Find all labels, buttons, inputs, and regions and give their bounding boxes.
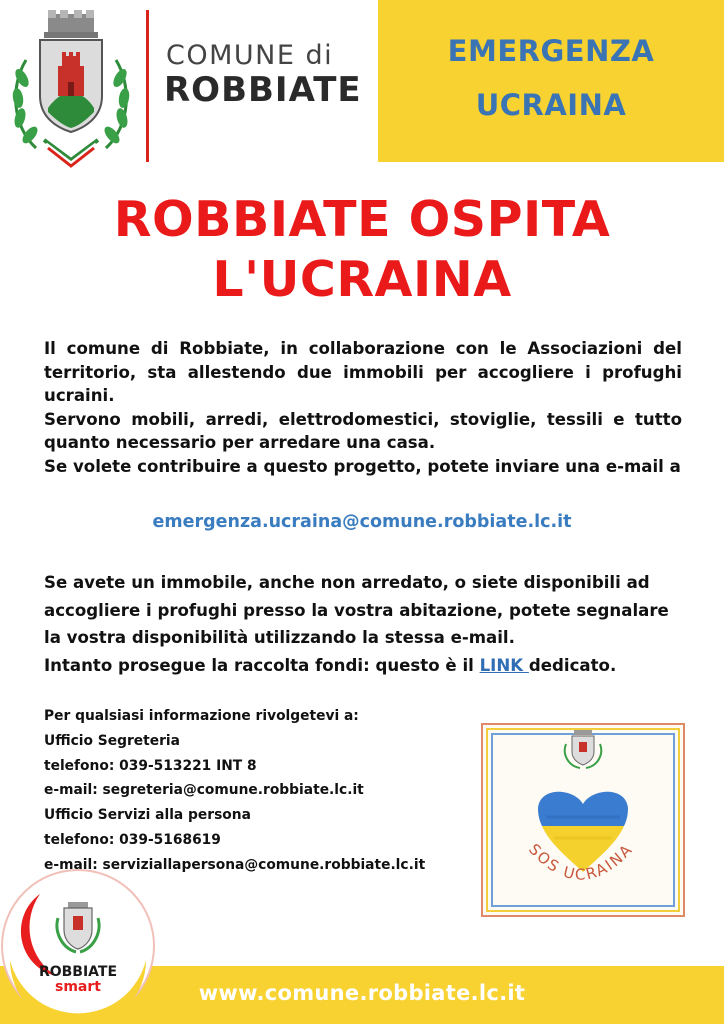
title-line1: ROBBIATE OSPITA <box>113 191 611 248</box>
availability-text <box>44 569 684 679</box>
intro-paragraph-3: Se volete contribuire a questo progetto, potete inviare una e-mail a <box>44 456 681 476</box>
title-line2: L'UCRAINA <box>212 251 512 308</box>
robbiate-smart-logo-icon <box>0 868 156 1024</box>
emergency-line2: UCRAINA <box>475 88 627 122</box>
smart-logo-text <box>0 965 156 995</box>
smart-logo-line1: ROBBIATE <box>38 964 118 980</box>
contacts-intro: Per qualsiasi informazione rivolgetevi a: <box>44 708 359 724</box>
office-servizi: Ufficio Servizi alla persona <box>44 807 251 824</box>
municipal-crest-icon <box>8 8 134 168</box>
brand-town-name: ROBBIATE <box>164 70 362 110</box>
intro-paragraph-2: Servono mobili, arredi, elettrodomestici, stoviglie, tessili e tutto quanto necessario per arredare una casa. <box>44 409 682 452</box>
brand-comune-label: COMUNE di <box>166 40 334 71</box>
office-servizi-email[interactable]: e-mail: serviziallapersona@comune.robbiate.lc.it <box>44 856 426 873</box>
emergency-email-link[interactable]: emergenza.ucraina@comune.robbiate.lc.it <box>152 512 572 532</box>
office-segreteria: Ufficio Segreteria <box>44 732 180 749</box>
emergency-line1: EMERGENZA <box>447 34 655 68</box>
sos-caption: SOS UCRAINA <box>525 839 637 884</box>
smart-logo-line2: smart <box>55 979 101 995</box>
fundraising-text: Intanto prosegue la raccolta fondi: questo è il <box>44 655 480 675</box>
sos-ukraine-image <box>480 722 686 918</box>
intro-paragraph-1: Il comune di Robbiate, in collaborazione con le Associazioni del territorio, sta allestendo due immobili per accogliere i profughi ucraini. <box>44 339 682 405</box>
contacts-block <box>44 704 474 878</box>
fundraising-paragraph <box>44 652 684 680</box>
header-divider <box>146 10 149 162</box>
office-servizi-phone: telefono: 039-5168619 <box>44 831 221 848</box>
office-segreteria-email[interactable]: e-mail: segreteria@comune.robbiate.lc.it <box>44 782 364 799</box>
emergency-banner <box>378 0 724 162</box>
office-segreteria-phone: telefono: 039-513221 INT 8 <box>44 757 257 774</box>
availability-paragraph: Se avete un immobile, anche non arredato, o siete disponibili ad accogliere i profughi presso la vostra abitazione, potete segnalare la vostra disponibilità utilizzando la stessa e-mail. <box>44 573 669 648</box>
fundraising-text-end: dedicato. <box>528 655 617 675</box>
intro-text <box>44 337 682 478</box>
footer-website-link[interactable]: www.comune.robbiate.lc.it <box>198 981 526 1005</box>
fundraising-link[interactable]: LINK <box>479 655 529 675</box>
page-title <box>0 190 724 310</box>
